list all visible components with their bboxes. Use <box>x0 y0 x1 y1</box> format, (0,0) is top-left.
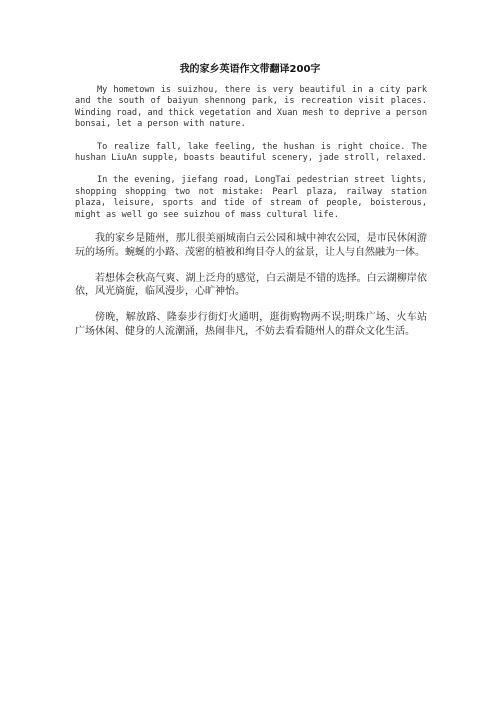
document-title: 我的家乡英语作文带翻译200字 <box>179 64 321 75</box>
chinese-paragraph: 若想体会秋高气爽、湖上泛舟的感觉，白云湖是不错的选择。白云湖柳岸依依，风光旖旎，临风漫步，心旷神怡。 <box>75 272 427 298</box>
english-paragraph: To realize fall, lake feeling, the hushan is right choice. The hushan LiuAn supple, boasts beautiful scenery, jade stroll, relaxed. <box>75 141 427 164</box>
english-paragraph: My hometown is suizhou, there is very beautiful in a city park and the south of baiyun shennong park, is recreation visit places. Winding road, and thick vegetation and Xuan mesh to deprive a person bonsai, let a person with nature. <box>75 85 427 130</box>
chinese-paragraph: 傍晚，解放路、隆泰步行街灯火通明，逛街购物两不误;明珠广场、火车站广场休闲、健身的人流潮涌，热闹非凡，不妨去看看随州人的群众文化生活。 <box>75 312 427 338</box>
chinese-paragraph: 我的家乡是随州，那儿很美丽城南白云公园和城中神农公园，是市民休闲游玩的场所。蜿蜒的小路、茂密的植被和绚目夺人的盆景，让人与自然融为一体。 <box>75 233 427 258</box>
document-body <box>75 85 427 351</box>
english-paragraph: In the evening, jiefang road, LongTai pedestrian street lights, shopping shopping two not mistake: Pearl plaza, railway station plaza, leisure, sports and tide of stream of people, boisterous, might as well go see suizhou of mass cultural life. <box>75 175 427 220</box>
